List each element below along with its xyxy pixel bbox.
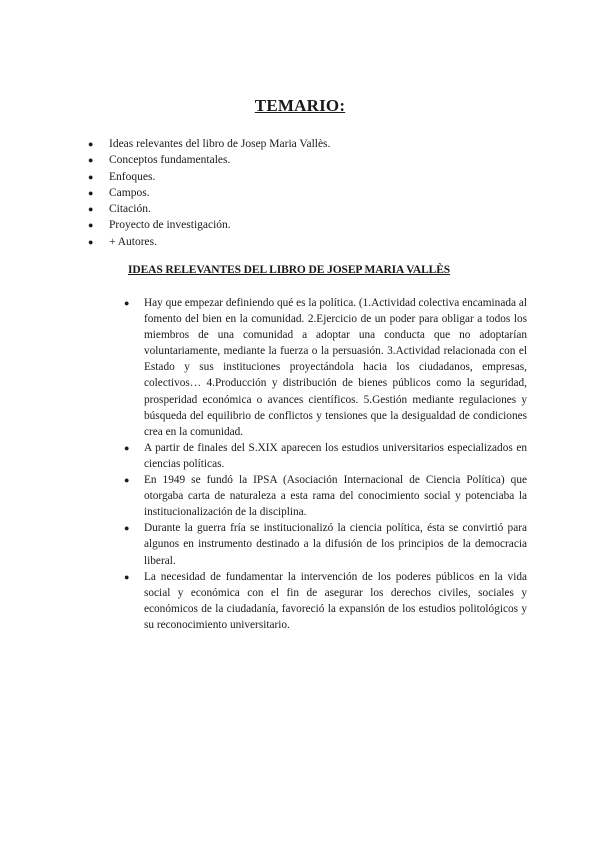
idea-item: ● Durante la guerra fría se institucionalizó la ciencia política, ésta se convirtió para algunos en instrumento destinado a la difusión de los principios de la democracia liberal.: [124, 520, 527, 568]
section-heading: IDEAS RELEVANTES DEL LIBRO DE JOSEP MARIA VALLÈS: [128, 264, 451, 276]
idea-item: ● A partir de finales del S.XIX aparecen los estudios universitarios especializados en ciencias políticas.: [124, 440, 527, 472]
idea-item: ● En 1949 se fundó la IPSA (Asociación Internacional de Ciencia Política) que otorgaba carta de naturaleza a esta rama del conocimiento social y potenciaba la institucionalización de la disciplina.: [124, 472, 527, 520]
toc-item: ● Proyecto de investigación.: [88, 217, 528, 233]
toc-item: ● Enfoques.: [88, 169, 528, 185]
idea-item: ● Hay que empezar definiendo qué es la política. (1.Actividad colectiva encaminada al fomento del bien en la comunidad. 2.Ejercicio de un poder para obligar a todos los miembros de una comunidad a adoptar una conducta que no adoptarían voluntariamente, mediante la fuerza o la persuasión. 3.Actividad relacionada con el Estado y sus instituciones proyectándola hacia los ciudadanos, empresas, colectivos… 4.Producción y distribución de bienes públicos como la seguridad, prosperidad económica o avances científicos. 5.Gestión mediante regulaciones y búsqueda del equilibrio de conflictos y tensiones que la desigualdad de condiciones crea en la comunidad.: [124, 295, 527, 440]
toc-list: [88, 136, 528, 250]
toc-item: ● Conceptos fundamentales.: [88, 152, 528, 168]
toc-item: ● Ideas relevantes del libro de Josep Maria Vallès.: [88, 136, 528, 152]
idea-item: ● La necesidad de fundamentar la intervención de los poderes públicos en la vida social y económica con el fin de asegurar los derechos civiles, sociales y económicos de la ciudadanía, favoreció la expansión de los estudios politológicos y su reconocimiento universitario.: [124, 569, 527, 633]
document-title: TEMARIO:: [254, 96, 346, 115]
toc-item: ● Citación.: [88, 201, 528, 217]
toc-item: ● + Autores.: [88, 234, 528, 250]
toc-item: ● Campos.: [88, 185, 528, 201]
ideas-list: [124, 295, 527, 633]
